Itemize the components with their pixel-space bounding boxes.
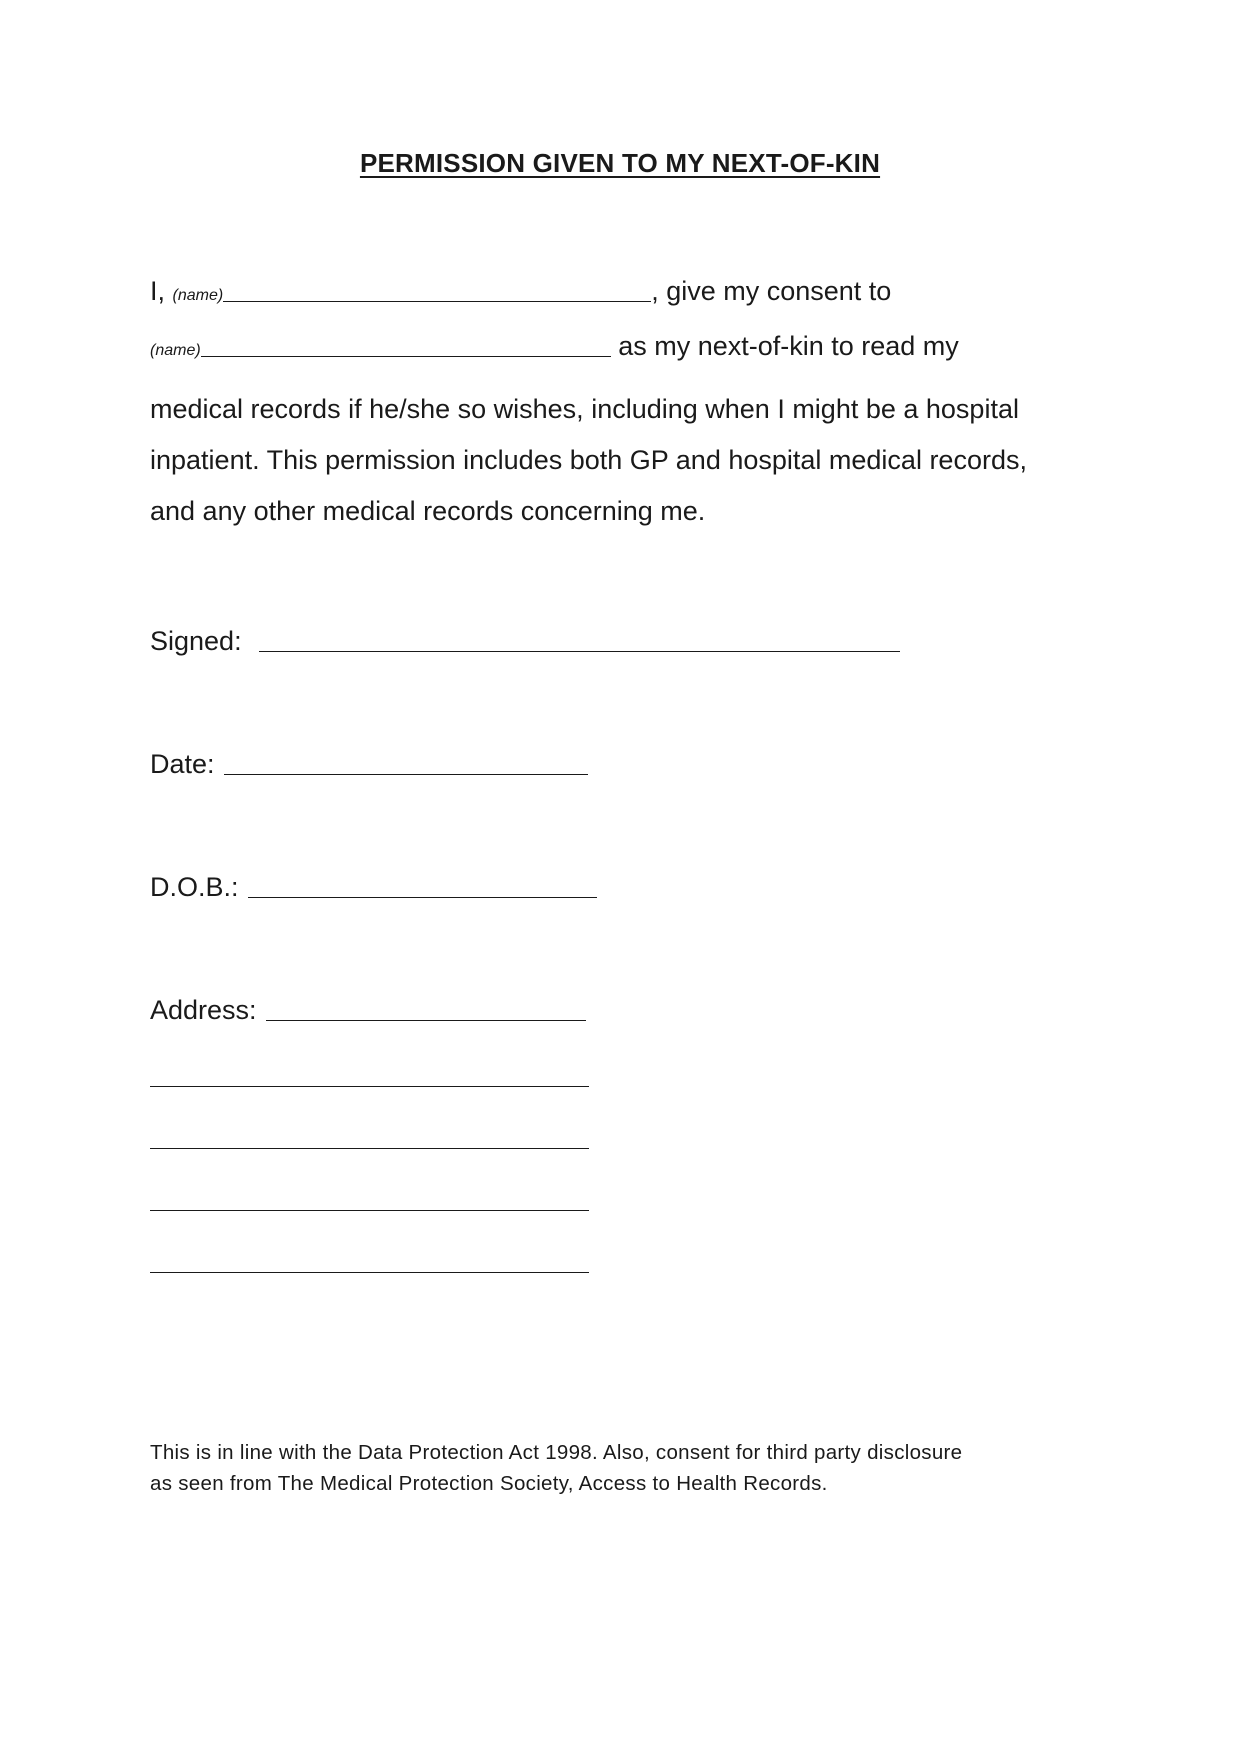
signed-row: [150, 626, 900, 657]
consent-body-paragraph: [150, 384, 1050, 537]
date-label: Date:: [150, 749, 215, 779]
address-field-line-1[interactable]: [266, 996, 586, 1021]
next-of-kin-name-hint: (name): [150, 342, 201, 359]
consent-line-2-suffix: as my next-of-kin to read my: [610, 331, 959, 361]
next-of-kin-name-field[interactable]: [201, 332, 611, 357]
consent-line-2: [150, 331, 959, 362]
body-line: and any other medical records concerning me.: [150, 496, 706, 526]
signature-field[interactable]: [259, 627, 900, 652]
footer-line: as seen from The Medical Protection Society, Access to Health Records.: [150, 1472, 828, 1495]
signed-label: Signed:: [150, 626, 242, 656]
address-label: Address:: [150, 995, 257, 1025]
date-row: [150, 749, 588, 780]
address-field-line-4[interactable]: [150, 1210, 589, 1211]
patient-name-field[interactable]: [223, 277, 651, 302]
footer-line: This is in line with the Data Protection Act 1998. Also, consent for third party disclosure: [150, 1441, 963, 1464]
consent-line-1: [150, 276, 891, 307]
body-line: inpatient. This permission includes both GP and hospital medical records,: [150, 445, 1027, 475]
dob-label: D.O.B.:: [150, 872, 239, 902]
patient-name-hint: (name): [172, 287, 224, 304]
date-field[interactable]: [224, 750, 588, 775]
address-field-line-5[interactable]: [150, 1272, 589, 1273]
address-field-line-3[interactable]: [150, 1148, 589, 1149]
body-line: medical records if he/she so wishes, including when I might be a hospital: [150, 394, 1019, 424]
dob-field[interactable]: [248, 873, 597, 898]
consent-prefix: I,: [150, 276, 173, 306]
dob-row: [150, 872, 597, 903]
address-row: [150, 995, 586, 1026]
consent-line-1-suffix: , give my consent to: [651, 276, 892, 306]
footer-note: [150, 1437, 1100, 1499]
document-title: PERMISSION GIVEN TO MY NEXT-OF-KIN: [359, 148, 881, 178]
address-field-line-2[interactable]: [150, 1086, 589, 1087]
